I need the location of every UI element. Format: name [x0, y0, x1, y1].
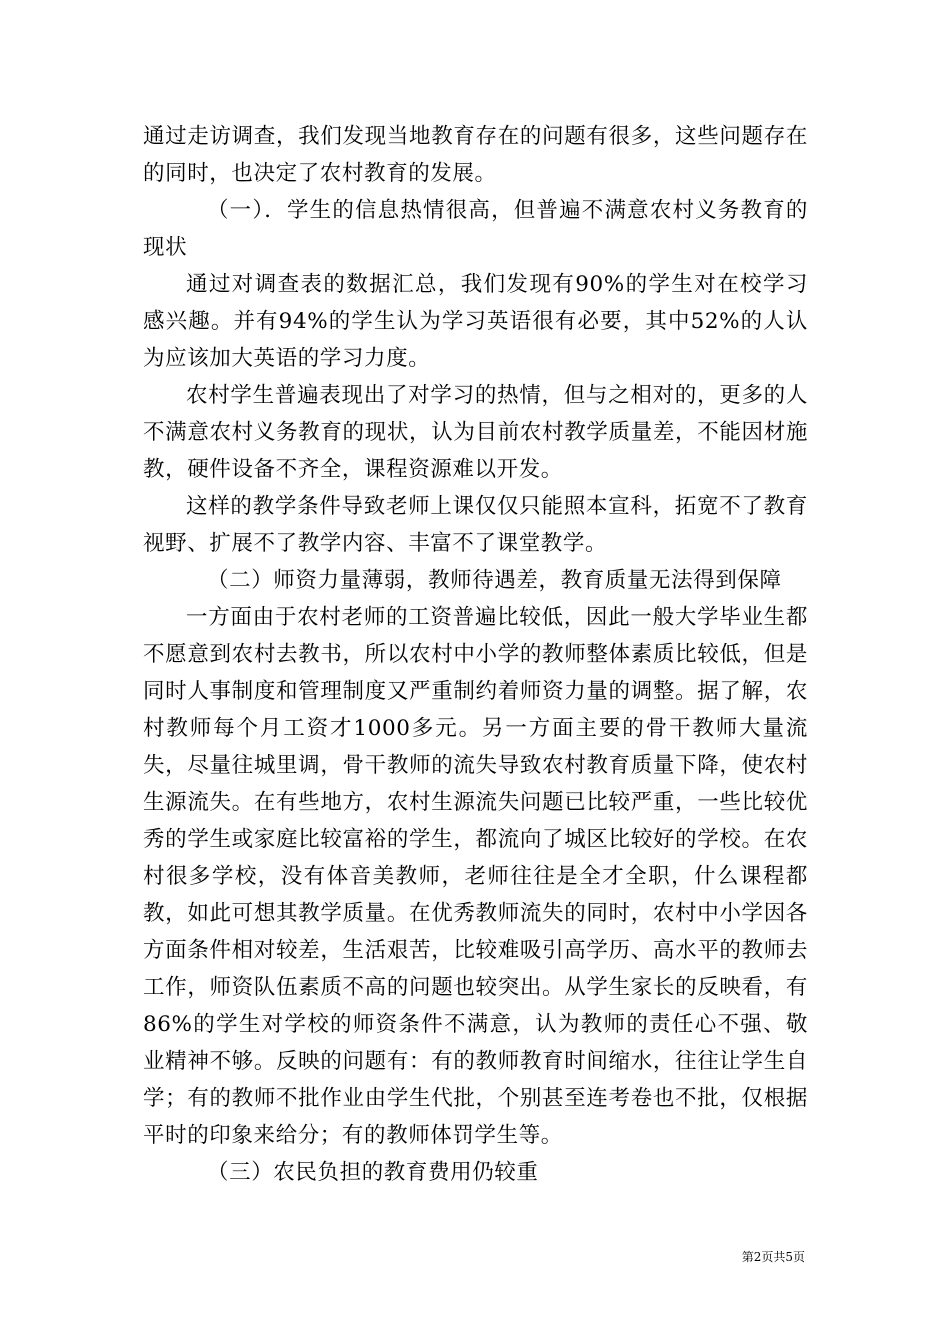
paragraph-teaching-conditions: 这样的教学条件导致老师上课仅仅只能照本宣科，拓宽不了教育视野、扩展不了教学内容、丰富不了课堂教学。: [143, 494, 808, 556]
paragraph-teacher-resources: 一方面由于农村老师的工资普遍比较低，因此一般大学毕业生都不愿意到农村去教书，所以农村中小学的教师整体素质比较低，但是同时人事制度和管理制度又严重制约着师资力量的调整。据了解，农村教师每个月工资才1000多元。另一方面主要的骨干教师大量流失，尽量往城里调，骨干教师的流失导致农村教育质量下降，使农村生源流失。在有些地方，农村生源流失问题已比较严重，一些比较优秀的学生或家庭比较富裕的学生，都流向了城区比较好的学校。在农村很多学校，没有体音美教师，老师往往是全才全职，什么课程都教，如此可想其教学质量。在优秀教师流失的同时，农村中小学因各方面条件相对较差，生活艰苦，比较难吸引高学历、高水平的教师去工作，师资队伍素质不高的问题也较突出。从学生家长的反映看，有86%的学生对学校的师资条件不满意，认为教师的责任心不强、敬业精神不够。反映的问题有：有的教师教育时间缩水，往往让学生自学；有的教师不批作业由学生代批，个别甚至连考卷也不批，仅根据平时的印象来给分；有的教师体罚学生等。: [143, 605, 808, 1148]
paragraph-survey-data: 通过对调查表的数据汇总，我们发现有90%的学生对在校学习感兴趣。并有94%的学生认为学习英语很有必要，其中52%的人认为应该加大英语的学习力度。: [143, 272, 808, 371]
section-heading-3: （三）农民负担的教育费用仍较重: [207, 1160, 539, 1185]
paragraph-student-enthusiasm: 农村学生普遍表现出了对学习的热情，但与之相对的，更多的人不满意农村义务教育的现状，认为目前农村教学质量差，不能因材施教，硬件设备不齐全，课程资源难以开发。: [143, 383, 808, 482]
section-heading-1: （一）．学生的信息热情很高，但普遍不满意农村义务教育的现状: [143, 198, 808, 260]
document-body: [143, 118, 808, 1191]
section-heading-2: （二）师资力量薄弱，教师待遇差，教育质量无法得到保障: [207, 568, 782, 593]
paragraph-intro: 通过走访调查，我们发现当地教育存在的问题有很多，这些问题存在的同时，也决定了农村教育的发展。: [143, 124, 808, 186]
page-number-footer: 第2页共5页: [741, 1250, 805, 1264]
